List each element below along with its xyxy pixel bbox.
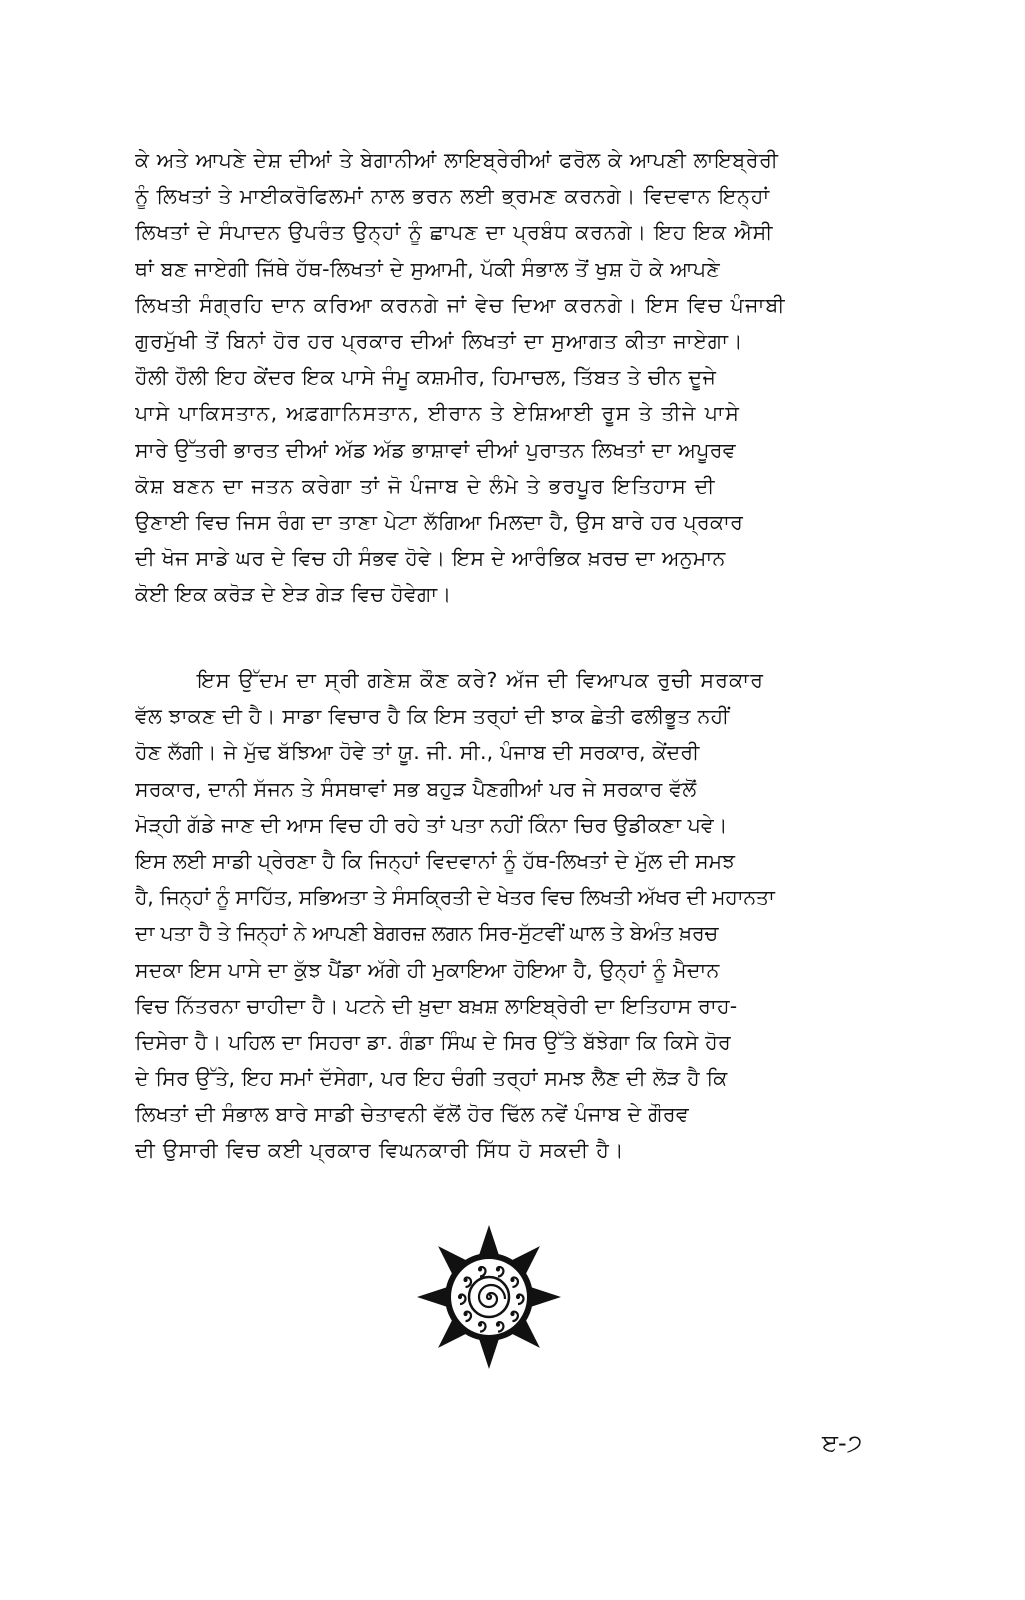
text-line: ਦੀ ਖੋਜ ਸਾਡੇ ਘਰ ਦੇ ਵਿਚ ਹੀ ਸੰਭਵ ਹੋਵੇ। ਇਸ ਦੇ ਆਰੰਭਿਕ ਖ਼ਰਚ ਦਾ ਅਨੁਮਾਨ <box>135 546 726 571</box>
text-line: ਸਰਕਾਰ, ਦਾਨੀ ਸੱਜਨ ਤੇ ਸੰਸਥਾਵਾਂ ਸਭ ਬਹੁੜ ਪੈਣਗੀਆਂ ਪਰ ਜੇ ਸਰਕਾਰ ਵੱਲੋਂ <box>135 776 697 801</box>
text-line: ਲਿਖਤਾਂ ਦੇ ਸੰਪਾਦਨ ਉਪਰੰਤ ਉਨ੍ਹਾਂ ਨੂੰ ਛਾਪਣ ਦਾ ਪ੍ਰਬੰਧ ਕਰਨਗੇ। ਇਹ ਇਕ ਐਸੀ <box>135 220 774 245</box>
text-line: ਦੇ ਸਿਰ ਉੱਤੇ, ਇਹ ਸਮਾਂ ਦੱਸੇਗਾ, ਪਰ ਇਹ ਚੰਗੀ ਤਰ੍ਹਾਂ ਸਮਝ ਲੈਣ ਦੀ ਲੋੜ ਹੈ ਕਿ <box>135 1066 728 1091</box>
text-line: ਵਿਚ ਨਿੱਤਰਨਾ ਚਾਹੀਦਾ ਹੈ। ਪਟਨੇ ਦੀ ਖ਼ੁਦਾ ਬਖ਼ਸ਼ ਲਾਇਬ੍ਰੇਰੀ ਦਾ ਇਤਿਹਾਸ ਰਾਹ- <box>135 993 738 1018</box>
text-line: ਦਾ ਪਤਾ ਹੈ ਤੇ ਜਿਨ੍ਹਾਂ ਨੇ ਆਪਣੀ ਬੇਗਰਜ਼ ਲਗਨ ਸਿਰ-ਸੁੱਟਵੀਂ ਘਾਲ ਤੇ ਬੇਅੰਤ ਖ਼ਰਚ <box>135 921 719 946</box>
text-line: ਪਾਸੇ ਪਾਕਿਸਤਾਨ, ਅਫ਼ਗਾਨਿਸਤਾਨ, ਈਰਾਨ ਤੇ ਏਸ਼ਿਆਈ ਰੂਸ ਤੇ ਤੀਜੇ ਪਾਸੇ <box>135 401 741 426</box>
text-line: ਕੋਸ਼ ਬਣਨ ਦਾ ਜਤਨ ਕਰੇਗਾ ਤਾਂ ਜੋ ਪੰਜਾਬ ਦੇ ਲੰਮੇ ਤੇ ਭਰਪੂਰ ਇਤਿਹਾਸ ਦੀ <box>135 473 716 498</box>
text-line: ਲਿਖਤਾਂ ਦੀ ਸੰਭਾਲ ਬਾਰੇ ਸਾਡੀ ਚੇਤਾਵਨੀ ਵੱਲੋਂ ਹੋਰ ਢਿੱਲ ਨਵੇਂ ਪੰਜਾਬ ਦੇ ਗੌਰਵ <box>135 1102 689 1127</box>
paragraph-2 <box>135 662 883 1169</box>
text-line: ਸਦਕਾ ਇਸ ਪਾਸੇ ਦਾ ਕੁੱਝ ਪੈਂਡਾ ਅੱਗੇ ਹੀ ਮੁਕਾਇਆ ਹੋਇਆ ਹੈ, ਉਨ੍ਹਾਂ ਨੂੰ ਮੈਦਾਨ <box>135 957 720 982</box>
page-number: ੲ-੭ <box>822 1429 863 1457</box>
text-line: ਇਸ ਉੱਦਮ ਦਾ ਸ੍ਰੀ ਗਣੇਸ਼ ਕੌਣ ਕਰੇ? ਅੱਜ ਦੀ ਵਿਆਪਕ ਰੁਚੀ ਸਰਕਾਰ <box>197 668 765 692</box>
text-line: ਕੋਈ ਇਕ ਕਰੋੜ ਦੇ ਏੜ ਗੇੜ ਵਿਚ ਹੋਵੇਗਾ। <box>135 582 452 607</box>
ornament-graphic <box>414 1222 564 1372</box>
text-line: ਸਾਰੇ ਉੱਤਰੀ ਭਾਰਤ ਦੀਆਂ ਅੱਡ ਅੱਡ ਭਾਸ਼ਾਵਾਂ ਦੀਆਂ ਪੁਰਾਤਨ ਲਿਖਤਾਂ ਦਾ ਅਪੂਰਵ <box>135 437 736 462</box>
text-line: ਹੌਲੀ ਹੌਲੀ ਇਹ ਕੇਂਦਰ ਇਕ ਪਾਸੇ ਜੰਮੂ ਕਸ਼ਮੀਰ, ਹਿਮਾਚਲ, ਤਿੱਬਤ ਤੇ ਚੀਨ ਦੂਜੇ <box>135 365 717 390</box>
text-line: ਥਾਂ ਬਣ ਜਾਏਗੀ ਜਿੱਥੇ ਹੱਥ-ਲਿਖਤਾਂ ਦੇ ਸੁਆਮੀ, ਪੱਕੀ ਸੰਭਾਲ ਤੋਂ ਖੁਸ਼ ਹੋ ਕੇ ਆਪਣੇ <box>135 256 721 281</box>
text-line: ਮੋੜ੍ਹੀ ਗੱਡੇ ਜਾਣ ਦੀ ਆਸ ਵਿਚ ਹੀ ਰਹੇ ਤਾਂ ਪਤਾ ਨਹੀਂ ਕਿੰਨਾ ਚਿਰ ਉਡੀਕਣਾ ਪਵੇ। <box>135 812 728 837</box>
text-line: ਇਸ ਲਈ ਸਾਡੀ ਪ੍ਰੇਰਣਾ ਹੈ ਕਿ ਜਿਨ੍ਹਾਂ ਵਿਦਵਾਨਾਂ ਨੂੰ ਹੱਥ-ਲਿਖਤਾਂ ਦੇ ਮੁੱਲ ਦੀ ਸਮਝ <box>135 848 735 873</box>
sun-spiral-ornament-icon <box>414 1222 564 1372</box>
text-line: ਗੁਰਮੁੱਖੀ ਤੋਂ ਬਿਨਾਂ ਹੋਰ ਹਰ ਪ੍ਰਕਾਰ ਦੀਆਂ ਲਿਖਤਾਂ ਦਾ ਸੁਆਗਤ ਕੀਤਾ ਜਾਏਗਾ। <box>135 328 744 353</box>
text-line: ਦਿਸੇਰਾ ਹੈ। ਪਹਿਲ ਦਾ ਸਿਹਰਾ ਡਾ. ਗੰਡਾ ਸਿੰਘ ਦੇ ਸਿਰ ਉੱਤੇ ਬੱਝੇਗਾ ਕਿ ਕਿਸੇ ਹੋਰ <box>135 1029 731 1054</box>
text-line: ਵੱਲ ਝਾਕਣ ਦੀ ਹੈ। ਸਾਡਾ ਵਿਚਾਰ ਹੈ ਕਿ ਇਸ ਤਰ੍ਹਾਂ ਦੀ ਝਾਕ ਛੇਤੀ ਫਲੀਭੂਤ ਨਹੀਂ <box>135 704 730 729</box>
paragraph-1 <box>135 142 883 612</box>
text-line: ਲਿਖਤੀ ਸੰਗ੍ਰਹਿ ਦਾਨ ਕਰਿਆ ਕਰਨਗੇ ਜਾਂ ਵੇਚ ਦਿਆ ਕਰਨਗੇ। ਇਸ ਵਿਚ ਪੰਜਾਬੀ <box>135 292 786 317</box>
text-line: ਹੈ, ਜਿਨ੍ਹਾਂ ਨੂੰ ਸਾਹਿੱਤ, ਸਭਿਅਤਾ ਤੇ ਸੰਸਕ੍ਰਿਤੀ ਦੇ ਖੇਤਰ ਵਿਚ ਲਿਖਤੀ ਅੱਖਰ ਦੀ ਮਹਾਨਤਾ <box>135 885 775 910</box>
text-line: ਹੋਣ ਲੱਗੀ। ਜੇ ਮੁੱਢ ਬੱਝਿਆ ਹੋਵੇ ਤਾਂ ਯੂ. ਜੀ. ਸੀ., ਪੰਜਾਬ ਦੀ ਸਰਕਾਰ, ਕੇਂਦਰੀ <box>135 740 700 765</box>
text-line: ਉਣਾਈ ਵਿਚ ਜਿਸ ਰੰਗ ਦਾ ਤਾਣਾ ਪੇਟਾ ਲੱਗਿਆ ਮਿਲਦਾ ਹੈ, ਉਸ ਬਾਰੇ ਹਰ ਪ੍ਰਕਾਰ <box>135 509 744 534</box>
text-line: ਨੂੰ ਲਿਖਤਾਂ ਤੇ ਮਾਈਕਰੋਫਿਲਮਾਂ ਨਾਲ ਭਰਨ ਲਈ ਭ੍ਰਮਣ ਕਰਨਗੇ। ਵਿਦਵਾਨ ਇਨ੍ਹਾਂ <box>135 184 770 209</box>
text-line: ਕੇ ਅਤੇ ਆਪਣੇ ਦੇਸ਼ ਦੀਆਂ ਤੇ ਬੇਗਾਨੀਆਂ ਲਾਇਬ੍ਰੇਰੀਆਂ ਫਰੋਲ ਕੇ ਆਪਣੀ ਲਾਇਬ੍ਰੇਰੀ <box>135 148 779 172</box>
text-line: ਦੀ ਉਸਾਰੀ ਵਿਚ ਕਈ ਪ੍ਰਕਾਰ ਵਿਘਨਕਾਰੀ ਸਿੱਧ ਹੋ ਸਕਦੀ ਹੈ। <box>135 1138 625 1163</box>
